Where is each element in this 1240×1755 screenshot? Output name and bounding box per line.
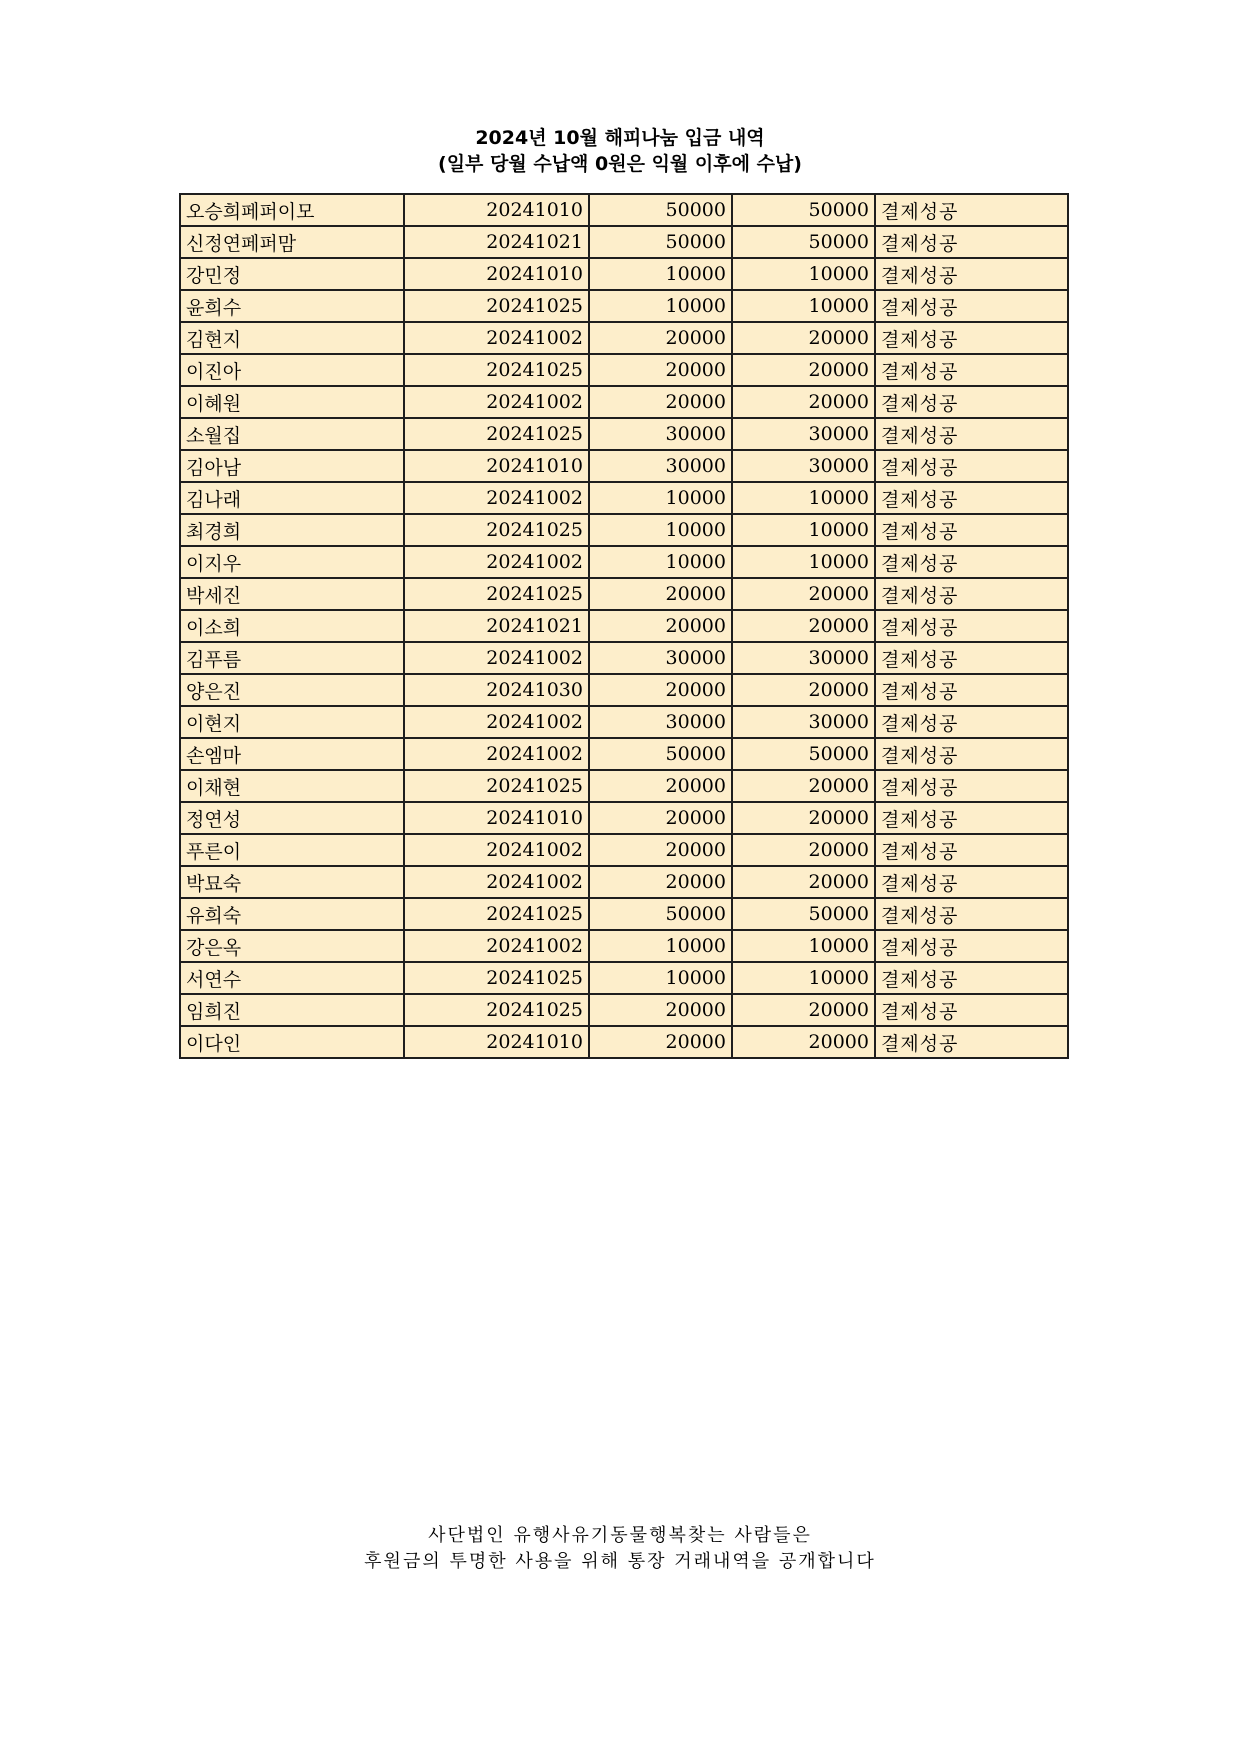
deposit-date-cell: 20241010 xyxy=(404,194,589,226)
pledged-amount-cell: 30000 xyxy=(589,418,732,450)
table-row xyxy=(180,450,1068,482)
deposit-date-cell: 20241021 xyxy=(404,226,589,258)
paid-amount-cell: 50000 xyxy=(732,226,875,258)
paid-amount-cell: 20000 xyxy=(732,610,875,642)
pledged-amount-cell: 20000 xyxy=(589,834,732,866)
payment-status-cell: 결제성공 xyxy=(875,642,1068,674)
table-row xyxy=(180,962,1068,994)
payment-status-cell: 결제성공 xyxy=(875,706,1068,738)
table-row xyxy=(180,546,1068,578)
pledged-amount-cell: 50000 xyxy=(589,738,732,770)
deposit-date-cell: 20241002 xyxy=(404,738,589,770)
payment-status-cell: 결제성공 xyxy=(875,610,1068,642)
footer-line-1: 사단법인 유행사유기동물행복찾는 사람들은 xyxy=(428,1525,812,1546)
donor-name-cell: 김나래 xyxy=(180,482,404,514)
paid-amount-cell: 10000 xyxy=(732,546,875,578)
paid-amount-cell: 20000 xyxy=(732,866,875,898)
paid-amount-cell: 20000 xyxy=(732,386,875,418)
paid-amount-cell: 10000 xyxy=(732,930,875,962)
payment-status-cell: 결제성공 xyxy=(875,450,1068,482)
donor-name-cell: 김아남 xyxy=(180,450,404,482)
paid-amount-cell: 20000 xyxy=(732,578,875,610)
pledged-amount-cell: 20000 xyxy=(589,1026,732,1058)
pledged-amount-cell: 20000 xyxy=(589,578,732,610)
table-row xyxy=(180,418,1068,450)
deposit-date-cell: 20241002 xyxy=(404,834,589,866)
page-title: 2024년 10월 해피나눔 입금 내역 xyxy=(475,127,765,149)
donor-name-cell: 서연수 xyxy=(180,962,404,994)
payment-status-cell: 결제성공 xyxy=(875,226,1068,258)
donor-name-cell: 이다인 xyxy=(180,1026,404,1058)
table-row xyxy=(180,770,1068,802)
donor-name-cell: 김현지 xyxy=(180,322,404,354)
payment-status-cell: 결제성공 xyxy=(875,1026,1068,1058)
table-row xyxy=(180,994,1068,1026)
paid-amount-cell: 20000 xyxy=(732,834,875,866)
payment-status-cell: 결제성공 xyxy=(875,322,1068,354)
table-row xyxy=(180,194,1068,226)
deposit-date-cell: 20241002 xyxy=(404,642,589,674)
table-row xyxy=(180,642,1068,674)
paid-amount-cell: 10000 xyxy=(732,482,875,514)
table-row xyxy=(180,514,1068,546)
pledged-amount-cell: 20000 xyxy=(589,322,732,354)
table-row xyxy=(180,290,1068,322)
paid-amount-cell: 50000 xyxy=(732,898,875,930)
payment-status-cell: 결제성공 xyxy=(875,898,1068,930)
deposit-table xyxy=(179,193,1069,1059)
pledged-amount-cell: 30000 xyxy=(589,642,732,674)
paid-amount-cell: 20000 xyxy=(732,322,875,354)
donor-name-cell: 김푸름 xyxy=(180,642,404,674)
pledged-amount-cell: 20000 xyxy=(589,866,732,898)
donor-name-cell: 이현지 xyxy=(180,706,404,738)
table-row xyxy=(180,674,1068,706)
payment-status-cell: 결제성공 xyxy=(875,194,1068,226)
deposit-date-cell: 20241002 xyxy=(404,930,589,962)
donor-name-cell: 양은진 xyxy=(180,674,404,706)
deposit-date-cell: 20241002 xyxy=(404,386,589,418)
footer-line-2: 후원금의 투명한 사용을 위해 통장 거래내역을 공개합니다 xyxy=(364,1551,876,1572)
deposit-date-cell: 20241002 xyxy=(404,866,589,898)
payment-status-cell: 결제성공 xyxy=(875,354,1068,386)
paid-amount-cell: 20000 xyxy=(732,674,875,706)
paid-amount-cell: 20000 xyxy=(732,354,875,386)
pledged-amount-cell: 50000 xyxy=(589,194,732,226)
pledged-amount-cell: 20000 xyxy=(589,770,732,802)
deposit-date-cell: 20241025 xyxy=(404,290,589,322)
payment-status-cell: 결제성공 xyxy=(875,674,1068,706)
donor-name-cell: 임희진 xyxy=(180,994,404,1026)
table-row xyxy=(180,1026,1068,1058)
table-row xyxy=(180,898,1068,930)
paid-amount-cell: 10000 xyxy=(732,962,875,994)
pledged-amount-cell: 10000 xyxy=(589,514,732,546)
deposit-date-cell: 20241025 xyxy=(404,962,589,994)
donor-name-cell: 오승희페퍼이모 xyxy=(180,194,404,226)
donor-name-cell: 강민정 xyxy=(180,258,404,290)
payment-status-cell: 결제성공 xyxy=(875,994,1068,1026)
table-row xyxy=(180,738,1068,770)
table-row xyxy=(180,386,1068,418)
deposit-date-cell: 20241025 xyxy=(404,418,589,450)
pledged-amount-cell: 20000 xyxy=(589,354,732,386)
payment-status-cell: 결제성공 xyxy=(875,578,1068,610)
pledged-amount-cell: 10000 xyxy=(589,962,732,994)
table-row xyxy=(180,322,1068,354)
paid-amount-cell: 30000 xyxy=(732,706,875,738)
payment-status-cell: 결제성공 xyxy=(875,418,1068,450)
paid-amount-cell: 20000 xyxy=(732,994,875,1026)
pledged-amount-cell: 10000 xyxy=(589,930,732,962)
payment-status-cell: 결제성공 xyxy=(875,930,1068,962)
paid-amount-cell: 30000 xyxy=(732,450,875,482)
table-row xyxy=(180,834,1068,866)
deposit-date-cell: 20241002 xyxy=(404,482,589,514)
paid-amount-cell: 30000 xyxy=(732,418,875,450)
donor-name-cell: 유희숙 xyxy=(180,898,404,930)
deposit-table-body xyxy=(180,194,1068,1058)
pledged-amount-cell: 30000 xyxy=(589,706,732,738)
donor-name-cell: 이진아 xyxy=(180,354,404,386)
deposit-date-cell: 20241010 xyxy=(404,258,589,290)
deposit-date-cell: 20241010 xyxy=(404,802,589,834)
pledged-amount-cell: 10000 xyxy=(589,290,732,322)
pledged-amount-cell: 20000 xyxy=(589,802,732,834)
paid-amount-cell: 20000 xyxy=(732,1026,875,1058)
donor-name-cell: 손엠마 xyxy=(180,738,404,770)
donor-name-cell: 푸른이 xyxy=(180,834,404,866)
paid-amount-cell: 10000 xyxy=(732,290,875,322)
deposit-date-cell: 20241025 xyxy=(404,578,589,610)
donor-name-cell: 이지우 xyxy=(180,546,404,578)
donor-name-cell: 최경희 xyxy=(180,514,404,546)
deposit-date-cell: 20241030 xyxy=(404,674,589,706)
deposit-date-cell: 20241025 xyxy=(404,898,589,930)
paid-amount-cell: 20000 xyxy=(732,802,875,834)
paid-amount-cell: 10000 xyxy=(732,514,875,546)
paid-amount-cell: 10000 xyxy=(732,258,875,290)
donor-name-cell: 이혜원 xyxy=(180,386,404,418)
deposit-date-cell: 20241025 xyxy=(404,994,589,1026)
paid-amount-cell: 50000 xyxy=(732,738,875,770)
table-row xyxy=(180,706,1068,738)
donor-name-cell: 이소희 xyxy=(180,610,404,642)
payment-status-cell: 결제성공 xyxy=(875,770,1068,802)
pledged-amount-cell: 10000 xyxy=(589,258,732,290)
page-subtitle: (일부 당월 수납액 0원은 익월 이후에 수납) xyxy=(438,153,802,175)
paid-amount-cell: 50000 xyxy=(732,194,875,226)
donor-name-cell: 이채현 xyxy=(180,770,404,802)
payment-status-cell: 결제성공 xyxy=(875,834,1068,866)
donor-name-cell: 박묘숙 xyxy=(180,866,404,898)
pledged-amount-cell: 20000 xyxy=(589,610,732,642)
table-row xyxy=(180,930,1068,962)
table-row xyxy=(180,226,1068,258)
payment-status-cell: 결제성공 xyxy=(875,482,1068,514)
table-row xyxy=(180,258,1068,290)
pledged-amount-cell: 50000 xyxy=(589,898,732,930)
payment-status-cell: 결제성공 xyxy=(875,258,1068,290)
payment-status-cell: 결제성공 xyxy=(875,962,1068,994)
donor-name-cell: 강은옥 xyxy=(180,930,404,962)
payment-status-cell: 결제성공 xyxy=(875,290,1068,322)
donor-name-cell: 박세진 xyxy=(180,578,404,610)
deposit-date-cell: 20241002 xyxy=(404,706,589,738)
deposit-date-cell: 20241010 xyxy=(404,450,589,482)
donor-name-cell: 신정연페퍼맘 xyxy=(180,226,404,258)
deposit-date-cell: 20241021 xyxy=(404,610,589,642)
payment-status-cell: 결제성공 xyxy=(875,866,1068,898)
table-row xyxy=(180,354,1068,386)
payment-status-cell: 결제성공 xyxy=(875,802,1068,834)
payment-status-cell: 결제성공 xyxy=(875,546,1068,578)
donor-name-cell: 윤희수 xyxy=(180,290,404,322)
pledged-amount-cell: 20000 xyxy=(589,386,732,418)
paid-amount-cell: 20000 xyxy=(732,770,875,802)
table-row xyxy=(180,802,1068,834)
deposit-date-cell: 20241025 xyxy=(404,514,589,546)
deposit-date-cell: 20241002 xyxy=(404,546,589,578)
donor-name-cell: 소월집 xyxy=(180,418,404,450)
table-row xyxy=(180,578,1068,610)
payment-status-cell: 결제성공 xyxy=(875,738,1068,770)
table-row xyxy=(180,866,1068,898)
pledged-amount-cell: 20000 xyxy=(589,674,732,706)
table-row xyxy=(180,610,1068,642)
table-row xyxy=(180,482,1068,514)
deposit-date-cell: 20241025 xyxy=(404,354,589,386)
deposit-date-cell: 20241010 xyxy=(404,1026,589,1058)
payment-status-cell: 결제성공 xyxy=(875,386,1068,418)
payment-status-cell: 결제성공 xyxy=(875,514,1068,546)
pledged-amount-cell: 10000 xyxy=(589,482,732,514)
pledged-amount-cell: 50000 xyxy=(589,226,732,258)
deposit-date-cell: 20241025 xyxy=(404,770,589,802)
pledged-amount-cell: 30000 xyxy=(589,450,732,482)
donor-name-cell: 정연성 xyxy=(180,802,404,834)
deposit-date-cell: 20241002 xyxy=(404,322,589,354)
pledged-amount-cell: 20000 xyxy=(589,994,732,1026)
paid-amount-cell: 30000 xyxy=(732,642,875,674)
pledged-amount-cell: 10000 xyxy=(589,546,732,578)
